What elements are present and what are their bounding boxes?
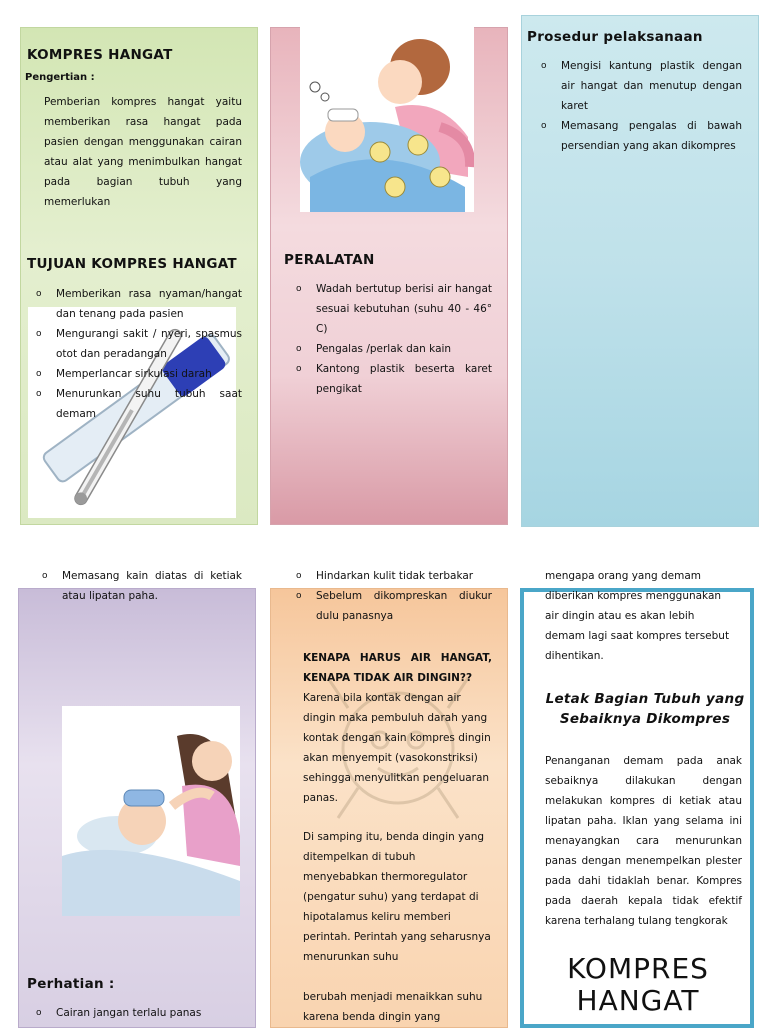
compress-illustration — [62, 706, 240, 916]
pengertian-label: Pengertian : — [25, 72, 95, 83]
demam-text: mengapa orang yang demam diberikan kompres menggunakan air dingin atau es akan lebih demam lagi saat kompres tersebut dihentikan. — [545, 570, 730, 662]
pemasangan-item: o Memasang kain diatas di ketiak atau lipatan paha. — [36, 566, 242, 606]
lanjutan-text: berubah menjadi menaikkan suhu karena benda dingin yang — [303, 991, 483, 1023]
catatan-item: o Hindarkan kulit tidak terbakar — [290, 566, 492, 586]
peralatan-item: o Kantong plastik beserta karet pengikat — [290, 359, 492, 399]
title-kompres-hangat: KOMPRES HANGAT — [27, 47, 173, 63]
tujuan-item: o Memberikan rasa nyaman/hangat dan tenang pada pasien — [30, 284, 242, 324]
tujuan-item: o Memperlancar sirkulasi darah — [30, 364, 242, 384]
peralatan-item: o Wadah bertutup berisi air hangat sesuai kebutuhan (suhu 40 - 46° C) — [290, 279, 492, 339]
kenapa-text: Karena bila kontak dengan air dingin maka pembuluh darah yang kontak dengan kain kompres dingin akan menyempit (vasokonstriksi) sehingga menyulitkan pengeluaran panas. — [303, 692, 491, 804]
kompres-hangat-banner: KOMPRES HANGAT — [567, 952, 709, 1017]
prosedur-item: o Memasang pengalas di bawah persendian yang akan dikompres — [535, 116, 742, 156]
letak-text: Penanganan demam pada anak sebaiknya dilakukan dengan melakukan kompres di ketiak atau lipatan paha. Iklan yang selama ini menayangkan cara menurunkan panas dengan menempelkan plester pada dahi tidaklah benar. Kompres pada daerah kepala tidak efektif karena terhalang tulang tengkorak — [545, 755, 742, 927]
kenapa-heading: KENAPA HARUS AIR HANGAT, KENAPA TIDAK AIR DINGIN?? — [303, 652, 492, 684]
perhatian-title: Perhatian : — [27, 976, 115, 992]
prosedur-title: Prosedur pelaksanaan — [527, 29, 703, 45]
termoregulator-text: Di samping itu, benda dingin yang ditempelkan di tubuh menyebabkan thermoregulator (pengatur suhu) yang terdapat di hipotalamus keliru memberi perintah. Perintah yang seharusnya menurunkan suhu — [303, 831, 491, 963]
peralatan-title: PERALATAN — [284, 252, 375, 268]
tujuan-list — [30, 284, 242, 424]
pengertian-text: Pemberian kompres hangat yaitu memberikan rasa hangat pada pasien dengan menggunakan cairan atau alat yang menimbulkan hangat pada bagian tubuh yang memerlukan — [44, 96, 242, 208]
perhatian-item: o Cairan jangan terlalu panas — [30, 1003, 242, 1023]
prosedur-list — [535, 56, 742, 156]
catatan-item: o Sebelum dikompreskan diukur dulu panasnya — [290, 586, 492, 626]
perhatian-list — [30, 1003, 242, 1023]
pemasangan-list — [36, 566, 242, 606]
tujuan-item: o Menurunkan suhu tubuh saat demam — [30, 384, 242, 424]
compress-image — [62, 706, 240, 916]
tujuan-item: o Mengurangi sakit / nyeri, spasmus otot dan peradangan — [30, 324, 242, 364]
sick-child-illustration — [300, 27, 474, 212]
mother-child-image — [300, 27, 474, 212]
catatan-list — [290, 566, 492, 626]
prosedur-item: o Mengisi kantung plastik dengan air hangat dan menutup dengan karet — [535, 56, 742, 116]
letak-title: Letak Bagian Tubuh yang Sebaiknya Dikompres — [545, 691, 745, 727]
tujuan-title: TUJUAN KOMPRES HANGAT — [27, 256, 237, 272]
peralatan-list — [290, 279, 492, 399]
peralatan-item: o Pengalas /perlak dan kain — [290, 339, 492, 359]
